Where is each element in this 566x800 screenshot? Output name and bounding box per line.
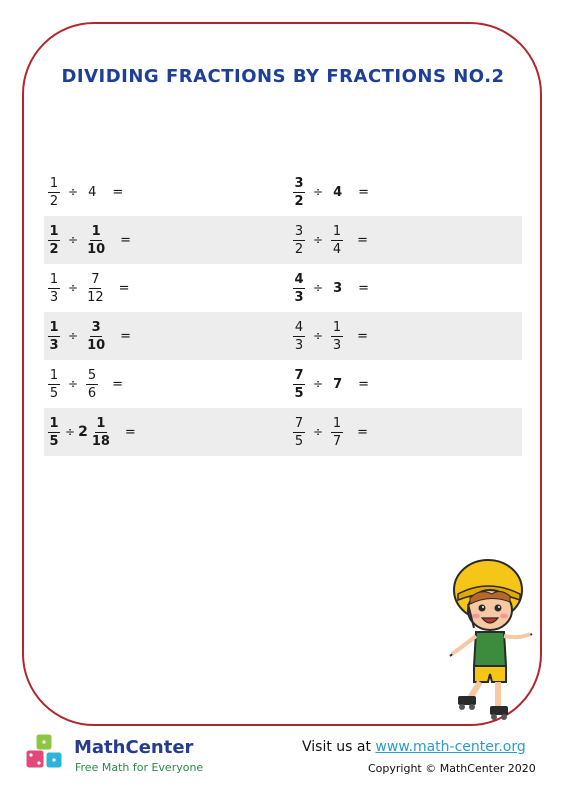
fraction (331, 224, 343, 257)
equals-sign: = (357, 328, 368, 344)
divisor-integer: 4 (88, 184, 97, 200)
equals-sign: = (357, 232, 368, 248)
denominator: 2 (294, 193, 304, 209)
problem-row (44, 408, 522, 456)
denominator: 10 (87, 241, 106, 257)
denominator: 10 (87, 337, 106, 353)
divide-sign: ÷ (68, 329, 79, 343)
problem-grid (44, 168, 522, 456)
problem-left (44, 360, 283, 408)
whole-number: 2 (78, 424, 88, 440)
numerator: 3 (91, 319, 101, 335)
numerator: 1 (49, 319, 59, 335)
visit-line (302, 739, 526, 755)
numerator: 1 (332, 319, 342, 335)
divide-sign: ÷ (313, 377, 324, 391)
numerator: 1 (49, 175, 59, 191)
equals-sign: = (358, 280, 370, 296)
problem-row (44, 312, 522, 360)
numerator: 1 (49, 367, 59, 383)
problem-left (44, 408, 283, 456)
numerator: 1 (49, 415, 59, 431)
denominator: 5 (294, 433, 304, 449)
fraction (293, 176, 305, 209)
fraction (331, 416, 343, 449)
divide-sign: ÷ (65, 425, 76, 439)
denominator: 3 (332, 337, 342, 353)
problem-left (44, 168, 283, 216)
equals-sign: = (112, 184, 124, 200)
fraction (48, 320, 60, 353)
fraction (48, 272, 60, 305)
numerator: 4 (294, 319, 304, 335)
fraction (86, 224, 106, 257)
denominator: 3 (49, 289, 59, 305)
divide-sign: ÷ (313, 185, 324, 199)
fraction (293, 368, 305, 401)
denominator: 4 (332, 241, 342, 257)
problem-right (283, 216, 522, 264)
fraction (91, 416, 111, 449)
problem-left (44, 264, 283, 312)
problem-right (283, 264, 522, 312)
kid-skater-illustration (440, 548, 540, 728)
denominator: 3 (294, 337, 304, 353)
denominator: 18 (91, 433, 110, 449)
denominator: 6 (87, 385, 97, 401)
divide-sign: ÷ (313, 329, 324, 343)
problem-left (44, 216, 283, 264)
denominator: 12 (87, 289, 104, 305)
equals-sign: = (357, 424, 368, 440)
divide-sign: ÷ (68, 281, 79, 295)
numerator: 4 (294, 271, 304, 287)
fraction (86, 368, 98, 401)
fraction (48, 416, 60, 449)
numerator: 5 (87, 367, 97, 383)
denominator: 5 (294, 385, 304, 401)
divide-sign: ÷ (313, 281, 324, 295)
numerator: 3 (294, 223, 304, 239)
copyright-text: Copyright © MathCenter 2020 (368, 762, 536, 775)
divide-sign: ÷ (313, 425, 324, 439)
divide-sign: ÷ (68, 377, 79, 391)
denominator: 2 (294, 241, 304, 257)
brand-name: MathCenter (74, 737, 194, 758)
fraction (86, 320, 106, 353)
numerator: 1 (49, 223, 59, 239)
divisor-integer: 7 (333, 376, 343, 392)
problem-right (283, 360, 522, 408)
problem-row (44, 360, 522, 408)
denominator: 5 (49, 385, 59, 401)
visit-prefix: Visit us at (302, 739, 371, 755)
problem-row (44, 168, 522, 216)
denominator: 2 (49, 241, 59, 257)
problem-left (44, 312, 283, 360)
numerator: 1 (91, 223, 101, 239)
denominator: 3 (294, 289, 304, 305)
fraction (293, 272, 305, 305)
fraction (48, 368, 60, 401)
equals-sign: = (124, 424, 136, 440)
fraction (293, 320, 305, 353)
denominator: 5 (49, 433, 59, 449)
equals-sign: = (120, 328, 132, 344)
equals-sign: = (118, 280, 130, 296)
equals-sign: = (358, 184, 370, 200)
fraction (48, 224, 60, 257)
divide-sign: ÷ (313, 233, 324, 247)
problem-right (283, 408, 522, 456)
divisor-integer: 4 (333, 184, 343, 200)
problem-right (283, 312, 522, 360)
fraction (86, 272, 105, 305)
equals-sign: = (358, 376, 370, 392)
numerator: 7 (294, 367, 304, 383)
denominator: 3 (49, 337, 59, 353)
fraction (331, 320, 343, 353)
problem-row (44, 264, 522, 312)
equals-sign: = (112, 376, 123, 392)
fraction (293, 224, 305, 257)
divide-sign: ÷ (68, 233, 79, 247)
denominator: 7 (332, 433, 342, 449)
numerator: 3 (294, 175, 304, 191)
mathcenter-logo-icon (22, 732, 70, 780)
fraction (293, 416, 305, 449)
numerator: 1 (332, 415, 342, 431)
divide-sign: ÷ (68, 185, 79, 199)
numerator: 1 (332, 223, 342, 239)
numerator: 7 (294, 415, 304, 431)
website-link[interactable]: www.math-center.org (375, 739, 526, 755)
equals-sign: = (120, 232, 132, 248)
brand-tagline: Free Math for Everyone (75, 761, 204, 774)
worksheet-title: DIVIDING FRACTIONS BY FRACTIONS NO.2 (61, 66, 505, 87)
numerator: 1 (49, 271, 59, 287)
fraction (48, 176, 60, 209)
problem-right (283, 168, 522, 216)
problem-row (44, 216, 522, 264)
divisor-integer: 3 (333, 280, 343, 296)
numerator: 1 (96, 415, 106, 431)
numerator: 7 (91, 271, 100, 287)
denominator: 2 (49, 193, 59, 209)
